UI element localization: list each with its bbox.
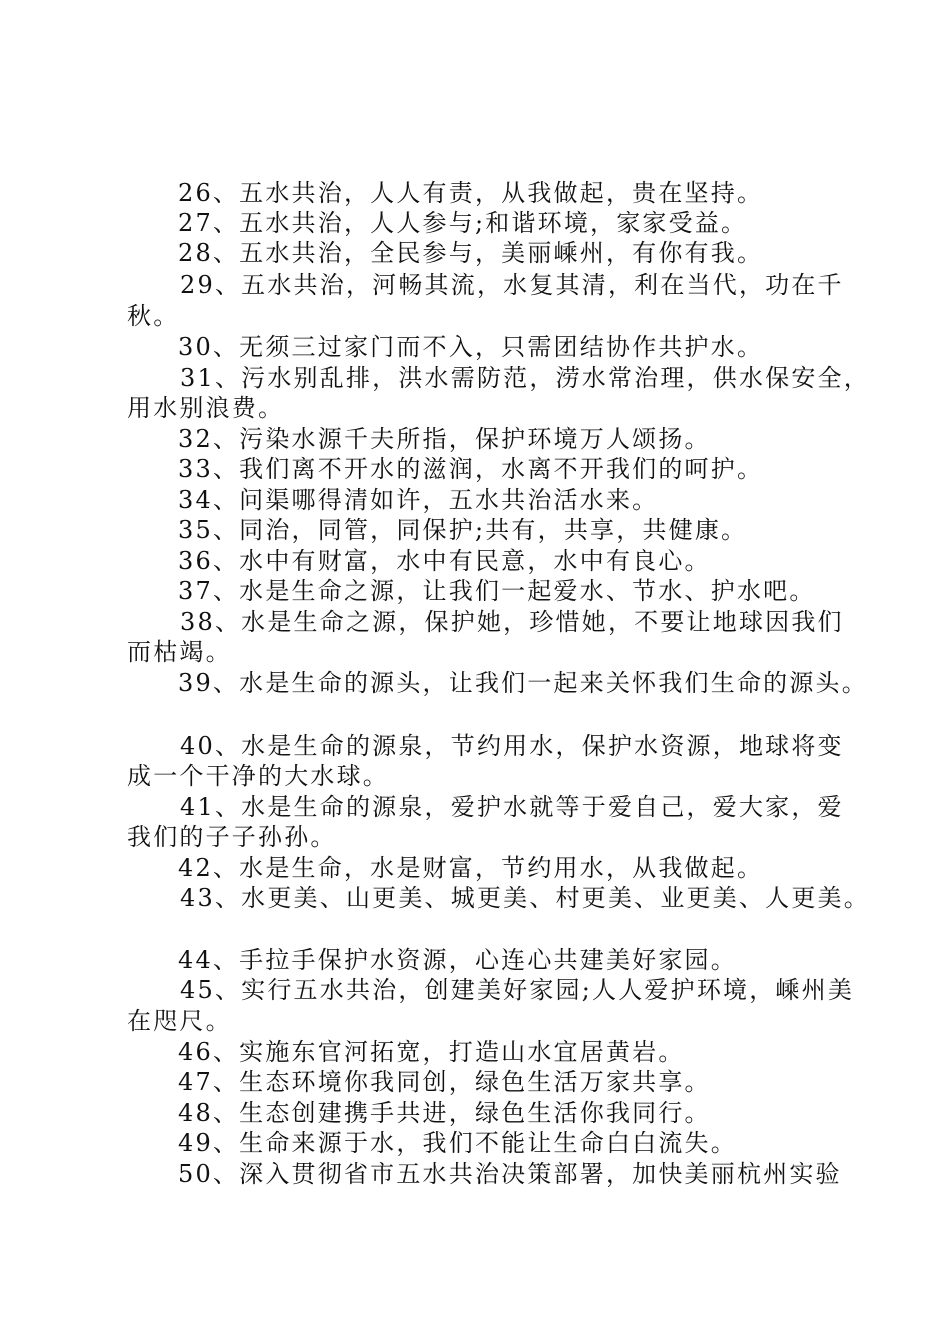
slogan-line: 27、五水共治，人人参与;和谐环境，家家受益。 [178,209,748,237]
slogan-line: 37、水是生命之源，让我们一起爱水、节水、护水吧。 [178,577,816,605]
slogan-line: 39、水是生命的源头，让我们一起来关怀我们生命的源头。 [178,669,868,697]
slogan-line: 48、生态创建携手共进，绿色生活你我同行。 [178,1099,711,1127]
slogan-line: 30、无须三过家门而不入，只需团结协作共护水。 [178,333,764,361]
slogan-line: 32、污染水源千夫所指，保护环境万人颂扬。 [178,425,711,453]
slogan-line: 44、手拉手保护水资源，心连心共建美好家园。 [178,946,737,974]
slogan-line: 35、同治，同管，同保护;共有，共享，共健康。 [178,516,748,544]
slogan-line-continuation: 用水别浪费。 [127,394,285,422]
slogan-line: 28、五水共治，全民参与，美丽嵊州，有你有我。 [178,239,764,267]
slogan-line: 50、深入贯彻省市五水共治决策部署，加快美丽杭州实验 [178,1160,842,1188]
slogan-line: 34、问渠哪得清如许，五水共治活水来。 [178,486,659,514]
slogan-line: 46、实施东官河拓宽，打造山水宜居黄岩。 [178,1038,685,1066]
slogan-line: 40、水是生命的源泉，节约用水，保护水资源，地球将变 [180,732,844,760]
slogan-line: 41、水是生命的源泉，爱护水就等于爱自己，爱大家，爱 [180,793,844,821]
slogan-line: 26、五水共治，人人有责，从我做起，贵在坚持。 [178,179,764,207]
slogan-line: 42、水是生命，水是财富，节约用水，从我做起。 [178,854,764,882]
slogan-line: 49、生命来源于水，我们不能让生命白白流失。 [178,1129,737,1157]
slogan-line: 45、实行五水共治，创建美好家园;人人爱护环境，嵊州美 [180,976,855,1004]
slogan-line: 33、我们离不开水的滋润，水离不开我们的呵护。 [178,455,764,483]
slogan-line-continuation: 在咫尺。 [127,1007,232,1035]
slogan-line-continuation: 秋。 [127,302,180,330]
slogan-line-continuation: 成一个干净的大水球。 [127,762,389,790]
slogan-line: 38、水是生命之源，保护她，珍惜她，不要让地球因我们 [180,608,844,636]
slogan-line-continuation: 而枯竭。 [127,638,232,666]
slogan-line: 29、五水共治，河畅其流，水复其清，利在当代，功在千 [180,271,844,299]
slogan-line: 36、水中有财富，水中有民意，水中有良心。 [178,547,711,575]
slogan-line-continuation: 我们的子子孙孙。 [127,823,337,851]
slogan-line: 47、生态环境你我同创，绿色生活万家共享。 [178,1068,711,1096]
slogan-line: 31、污水别乱排，洪水需防范，涝水常治理，供水保安全， [180,364,870,392]
slogan-line: 43、水更美、山更美、城更美、村更美、业更美、人更美。 [180,884,870,912]
